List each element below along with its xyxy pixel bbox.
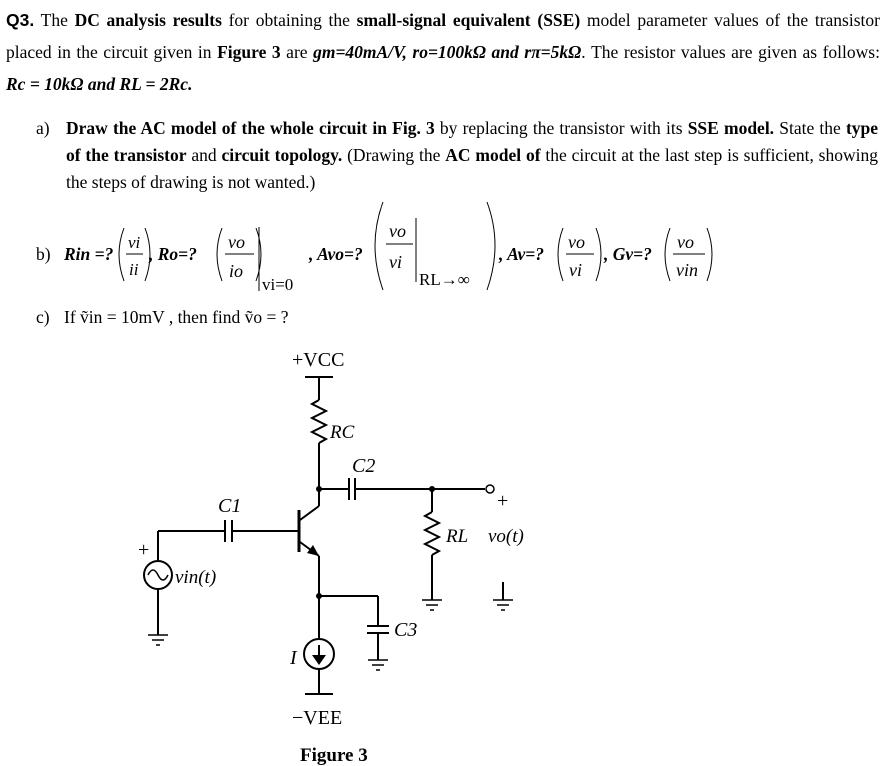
question-number: Q3. bbox=[6, 10, 35, 30]
c3-label: C3 bbox=[394, 619, 418, 641]
ro-label: , Ro=? bbox=[149, 244, 197, 264]
av-label: , Av=? bbox=[499, 244, 544, 264]
emitter-arrow bbox=[307, 545, 319, 556]
collector-lead bbox=[300, 506, 319, 520]
emitter-node-dot bbox=[316, 593, 322, 599]
rl-resistor bbox=[425, 512, 439, 555]
gv-label: , Gv=? bbox=[604, 244, 652, 264]
figure-caption: Figure 3 bbox=[300, 745, 368, 766]
current-arrow-head bbox=[312, 655, 326, 665]
dc-analysis-phrase: DC analysis results bbox=[74, 10, 222, 30]
vin-label: vin(t) bbox=[175, 567, 217, 588]
part-c-label: c) bbox=[36, 307, 50, 327]
vee-label: −VEE bbox=[292, 707, 343, 729]
source-plus-sign: + bbox=[138, 539, 150, 561]
vo-label: vo(t) bbox=[488, 526, 524, 547]
part-a-text: Draw the AC model of the whole circuit in Fig. 3 by replacing the transistor with its SSE model. State the type of the transistor and circuit topology. (Drawing the AC model of the circuit at the last step is sufficient, showing the steps of drawing is not wanted.) bbox=[66, 118, 879, 192]
sse-phrase: small-signal equivalent (SSE) bbox=[356, 10, 581, 30]
rc-resistor bbox=[312, 400, 326, 443]
ro-den: io bbox=[229, 261, 244, 281]
ro-condition: vi=0 bbox=[262, 275, 294, 294]
question-text: Q3. The DC analysis results for obtaining the small-signal equivalent (SSE) model parameter values of the transistor placed in the circuit given in Figure 3 are gm=40mA/V, ro=100kΩ and rπ=5kΩ. The resistor values are given as follows: Rc = 10kΩ and RL = 2Rc. bbox=[6, 10, 880, 94]
parameter-values: gm=40mA/V, ro=100kΩ and rπ=5kΩ bbox=[313, 42, 582, 62]
av-num: vo bbox=[568, 232, 585, 252]
avo-label: , Avo=? bbox=[309, 244, 363, 264]
c2-label: C2 bbox=[352, 455, 376, 477]
av-den: vi bbox=[569, 260, 582, 280]
gv-num: vo bbox=[677, 232, 694, 252]
rin-label: Rin =? bbox=[64, 244, 114, 264]
avo-den: vi bbox=[389, 252, 402, 272]
c1-label: C1 bbox=[218, 495, 242, 517]
figure-ref: Figure 3 bbox=[217, 42, 281, 62]
output-plus-sign: + bbox=[497, 490, 509, 512]
rin-num: vi bbox=[128, 233, 141, 252]
rin-den: ii bbox=[129, 260, 139, 279]
current-source-label: I bbox=[290, 647, 297, 669]
rc-label: RC bbox=[330, 422, 355, 443]
part-c-text: If ṽin = 10mV , then find ṽo = ? bbox=[64, 307, 289, 327]
vcc-label: +VCC bbox=[292, 349, 345, 371]
output-terminal bbox=[486, 485, 494, 493]
avo-num: vo bbox=[389, 221, 406, 241]
gv-den: vin bbox=[676, 260, 698, 280]
collector-node-dot bbox=[316, 486, 322, 492]
output-node-dot bbox=[429, 486, 435, 492]
ground-symbols bbox=[148, 600, 513, 670]
ro-num: vo bbox=[228, 232, 245, 252]
resistor-values: Rc = 10kΩ and RL = 2Rc. bbox=[6, 74, 193, 94]
sine-icon bbox=[148, 570, 168, 580]
avo-condition: RL→∞ bbox=[419, 270, 470, 289]
part-b-label: b) bbox=[36, 244, 51, 264]
part-a-label: a) bbox=[36, 118, 50, 138]
rl-label: RL bbox=[446, 526, 469, 547]
